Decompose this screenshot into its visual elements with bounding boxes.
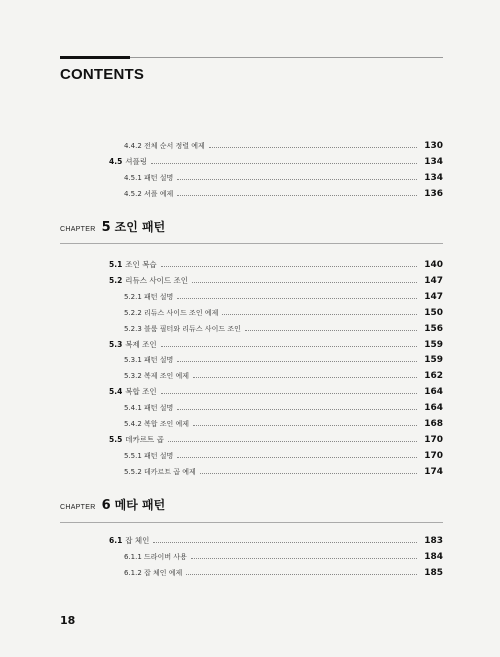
toc-section-number: 5.1: [109, 260, 123, 269]
chapter-number: 5: [101, 220, 111, 235]
toc-entry-text: 4.4.2 전체 순서 정렬 예제: [124, 142, 205, 150]
chapter-number: 6: [101, 498, 111, 513]
dot-leader: [209, 146, 417, 148]
toc-section-number: 5.5: [109, 435, 123, 444]
toc-entry-label: [124, 568, 182, 578]
toc-entry-label: [124, 467, 196, 477]
toc-entry-text: 5.2.1 패턴 설명: [124, 293, 174, 301]
toc-section-number: 5.4: [109, 387, 123, 396]
toc-entry: [109, 532, 443, 546]
toc-page-number: 164: [424, 387, 443, 397]
toc-entry-label: [124, 371, 189, 381]
dot-leader: [245, 329, 417, 331]
dot-leader: [177, 456, 417, 458]
toc-entry-label: [124, 292, 173, 302]
toc-entry-text: 4.5.2 셔플 예제: [124, 190, 174, 198]
toc-page-number: 159: [424, 355, 443, 365]
toc-entry-text: 5.4.1 패턴 설명: [124, 404, 174, 412]
toc-entry: [124, 548, 443, 562]
dot-leader: [200, 472, 417, 474]
toc-page-number: 174: [424, 467, 443, 477]
toc-page-number: 136: [424, 189, 443, 199]
toc-page-number: 185: [424, 568, 443, 578]
toc-entry-text: 5.3.1 패턴 설명: [124, 356, 174, 364]
toc-entry-text: 4.5.1 패턴 설명: [124, 174, 174, 182]
toc-entry-label: [109, 275, 188, 286]
page-title: CONTENTS: [60, 66, 145, 83]
toc-entry: [124, 415, 443, 429]
dot-leader: [192, 281, 417, 283]
toc-page-number: 140: [424, 260, 443, 270]
toc-entry: [109, 272, 443, 286]
header-rule: [130, 57, 443, 58]
dot-leader: [193, 424, 417, 426]
toc-entry-text: 5.3.2 복제 조인 예제: [124, 372, 190, 380]
toc-entry-text: 5.2.3 블룸 필터와 리듀스 사이드 조인: [124, 325, 241, 333]
dot-leader: [177, 408, 417, 410]
chapter-rule: [60, 522, 443, 523]
toc-entry-text: 복제 조인: [125, 340, 157, 349]
toc-page-number: 130: [424, 141, 443, 151]
toc-entry-text: 6.1.1 드라이버 사용: [124, 553, 187, 561]
toc-entry: [124, 169, 443, 183]
toc-entry-label: [124, 141, 205, 151]
toc-entry-label: [109, 386, 157, 397]
toc-page-number: 170: [424, 451, 443, 461]
chapter-title: 메타 패턴: [114, 498, 166, 512]
dot-leader: [153, 541, 417, 543]
dot-leader: [161, 345, 417, 347]
dot-leader: [177, 360, 417, 362]
toc-section-number: 5.3: [109, 340, 123, 349]
toc-entry: [124, 304, 443, 318]
toc-entry-label: [109, 156, 147, 167]
toc-section-number: 6.1: [109, 536, 123, 545]
toc-page-number: 150: [424, 308, 443, 318]
toc-entry-text: 리듀스 사이드 조인: [125, 276, 189, 285]
toc-entry-label: [124, 451, 173, 461]
dot-leader: [168, 440, 417, 442]
toc-page-number: 164: [424, 403, 443, 413]
dot-leader: [222, 313, 417, 315]
toc-entry: [124, 351, 443, 365]
toc-entry-label: [109, 259, 157, 270]
toc-entry-text: 5.5.2 데카르트 곱 예제: [124, 468, 196, 476]
dot-leader: [177, 194, 417, 196]
toc-entry-text: 잡 체인: [125, 536, 150, 545]
toc-entry-text: 5.4.2 복합 조인 예제: [124, 420, 190, 428]
toc-entry: [109, 431, 443, 445]
toc-page-number: 168: [424, 419, 443, 429]
toc-page-number: 147: [424, 276, 443, 286]
page-number: 18: [60, 614, 76, 627]
toc-entry: [124, 463, 443, 477]
toc-entry-label: [109, 434, 164, 445]
toc-page-number: 159: [424, 340, 443, 350]
toc-entry-label: [124, 189, 173, 199]
toc-page-number: 184: [424, 552, 443, 562]
toc-entry-text: 데카르트 곱: [125, 435, 164, 444]
dot-leader: [193, 376, 417, 378]
chapter-heading: [60, 496, 165, 516]
dot-leader: [161, 392, 417, 394]
toc-entry-text: 복합 조인: [125, 387, 157, 396]
toc-page-number: 162: [424, 371, 443, 381]
toc-page-number: 147: [424, 292, 443, 302]
toc-entry-text: 조인 복습: [125, 260, 157, 269]
toc-entry-label: [124, 308, 218, 318]
toc-entry: [124, 185, 443, 199]
toc-entry: [124, 367, 443, 381]
dot-leader: [177, 178, 417, 180]
toc-page-number: 156: [424, 324, 443, 334]
toc-entry: [124, 399, 443, 413]
toc-page-number: 183: [424, 536, 443, 546]
toc-entry: [109, 153, 443, 167]
toc-entry-text: 5.2.2 리듀스 사이드 조인 예제: [124, 309, 219, 317]
toc-entry-text: 5.5.1 패턴 설명: [124, 452, 174, 460]
dot-leader: [186, 573, 417, 575]
toc-entry-text: 셔플링: [125, 157, 148, 166]
toc-section-number: 5.2: [109, 276, 123, 285]
toc-entry: [124, 288, 443, 302]
toc-entry-label: [124, 403, 173, 413]
chapter-label: CHAPTER: [60, 504, 96, 511]
header-accent-bar: [60, 56, 130, 59]
toc-entry-label: [124, 324, 241, 334]
toc-entry: [109, 383, 443, 397]
toc-entry: [124, 137, 443, 151]
dot-leader: [177, 297, 417, 299]
toc-entry-label: [124, 355, 173, 365]
toc-entry-label: [124, 552, 187, 562]
toc-entry-label: [124, 419, 189, 429]
toc-page-number: 134: [424, 157, 443, 167]
dot-leader: [161, 265, 417, 267]
dot-leader: [151, 162, 417, 164]
chapter-title: 조인 패턴: [114, 220, 166, 234]
toc-entry: [109, 256, 443, 270]
toc-entry: [124, 447, 443, 461]
chapter-rule: [60, 243, 443, 244]
toc-entry: [124, 564, 443, 578]
toc-entry-label: [109, 339, 157, 350]
toc-entry: [109, 336, 443, 350]
toc-section-number: 4.5: [109, 157, 123, 166]
toc-entry-label: [109, 535, 149, 546]
chapter-label: CHAPTER: [60, 226, 96, 233]
chapter-heading: [60, 218, 165, 238]
toc-page-number: 134: [424, 173, 443, 183]
toc-entry-text: 6.1.2 잡 체인 예제: [124, 569, 183, 577]
toc-page-number: 170: [424, 435, 443, 445]
dot-leader: [191, 557, 417, 559]
toc-entry: [124, 320, 443, 334]
toc-entry-label: [124, 173, 173, 183]
